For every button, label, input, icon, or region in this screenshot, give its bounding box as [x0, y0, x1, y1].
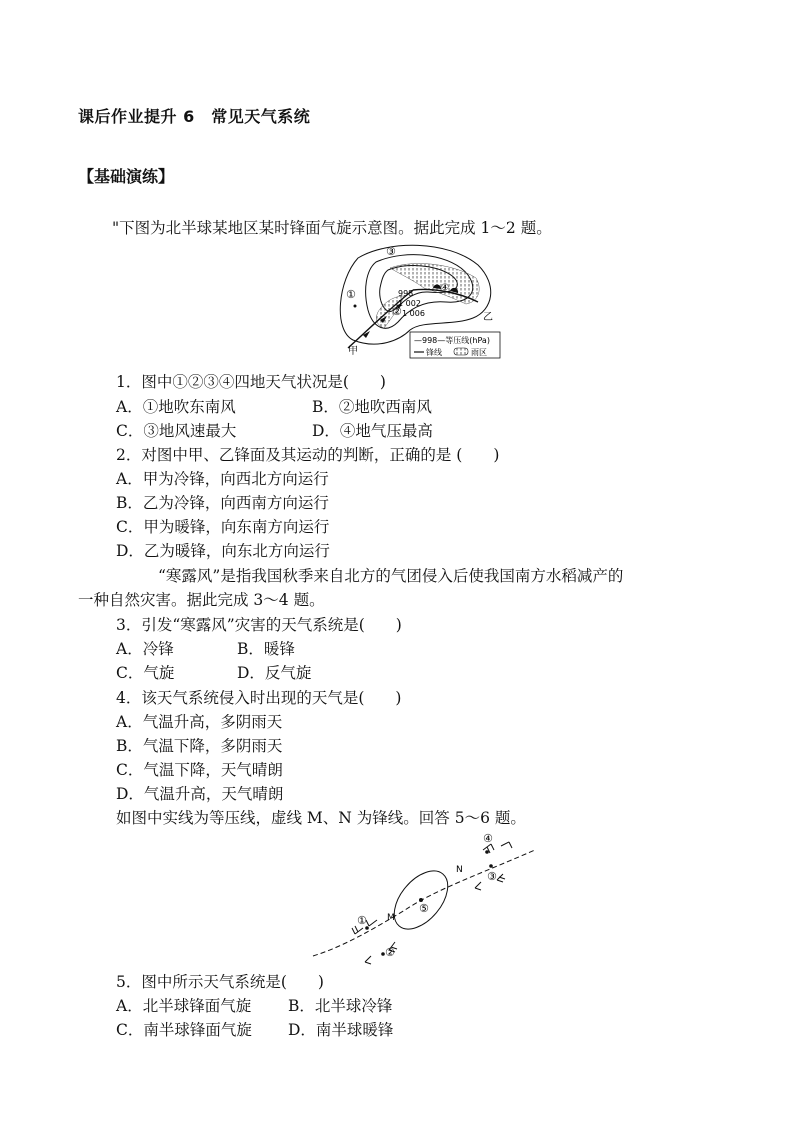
q2-option-a[interactable]: A．甲为冷锋，向西北方向运行	[116, 470, 329, 488]
legend-rain: 雨区	[471, 348, 487, 357]
q1-option-b[interactable]: B．②地吹西南风	[312, 398, 432, 416]
intro-text-1: "下图为北半球某地区某时锋面气旋示意图。据此完成 1～2 题。	[112, 219, 552, 237]
q5-option-d[interactable]: D．南半球暖锋	[288, 1021, 394, 1039]
q2-option-d[interactable]: D．乙为暖锋，向东北方向运行	[116, 542, 330, 560]
q1-stem: 1．图中①②③④四地天气状况是( )	[116, 373, 386, 391]
q2-option-c[interactable]: C．甲为暖锋，向东南方向运行	[116, 518, 330, 536]
q4-stem: 4．该天气系统侵入时出现的天气是( )	[116, 689, 402, 707]
q2-option-b[interactable]: B．乙为冷锋，向西南方向运行	[116, 494, 329, 512]
q3-option-c[interactable]: C．气旋	[116, 664, 175, 682]
q5-option-c[interactable]: C．南半球锋面气旋	[116, 1021, 252, 1039]
q1-option-c[interactable]: C．③地风速最大	[116, 422, 237, 440]
section-heading: 【基础演练】	[78, 167, 175, 186]
legend-isobar: —998—等压线(hPa)	[414, 336, 490, 345]
fig2-label-4: ④	[483, 832, 493, 845]
intro-text-2-line2: 一种自然灾害。据此完成 3～4 题。	[78, 591, 325, 609]
point-label-2: ②	[392, 305, 402, 318]
fig2-label-5: ⑤	[419, 902, 429, 915]
q4-option-a[interactable]: A．气温升高，多阴雨天	[116, 713, 283, 731]
page-title: 课后作业提升 6 常见天气系统	[78, 107, 311, 126]
q2-stem: 2．对图中甲、乙锋面及其运动的判断，正确的是 ( )	[116, 446, 500, 464]
q3-option-a[interactable]: A．冷锋	[116, 640, 174, 658]
intro-text-2-line1: “寒露风”是指我国秋季来自北方的气团侵入后使我国南方水稻减产的	[158, 567, 624, 585]
intro-text-3: 如图中实线为等压线，虚线 M、N 为锋线。回答 5～6 题。	[116, 809, 526, 827]
isobar-label-1002: 1 002	[398, 299, 421, 308]
fig2-label-N: N	[456, 865, 463, 875]
isobar-label-1006: 1 006	[402, 309, 425, 318]
q5-option-b[interactable]: B．北半球冷锋	[288, 997, 393, 1015]
q4-option-b[interactable]: B．气温下降，多阴雨天	[116, 737, 283, 755]
isobar-label-998: 998	[398, 289, 414, 298]
frontal-cyclone-figure	[328, 240, 508, 360]
q4-option-d[interactable]: D．气温升高，天气晴朗	[116, 785, 284, 803]
front-isobar-figure	[305, 828, 545, 968]
legend-front: 锋线	[426, 348, 442, 357]
q1-option-d[interactable]: D．④地气压最高	[312, 422, 433, 440]
fig2-label-3: ③	[487, 870, 497, 883]
fig2-label-1: ①	[357, 914, 367, 927]
q5-option-a[interactable]: A．北半球锋面气旋	[116, 997, 252, 1015]
point-label-1: ①	[346, 288, 356, 301]
front-label-jia: 甲	[348, 346, 358, 357]
q3-stem: 3．引发“寒露风”灾害的天气系统是( )	[116, 616, 402, 634]
point-label-4: ④	[441, 283, 450, 293]
q1-option-a[interactable]: A．①地吹东南风	[116, 398, 236, 416]
point-label-3: ③	[386, 245, 396, 258]
q3-option-b[interactable]: B．暖锋	[237, 640, 295, 658]
fig2-label-2: ②	[385, 946, 395, 959]
q5-stem: 5．图中所示天气系统是( )	[116, 973, 324, 991]
q4-option-c[interactable]: C．气温下降，天气晴朗	[116, 761, 283, 779]
fig2-label-M: M	[387, 913, 395, 923]
q3-option-d[interactable]: D．反气旋	[237, 664, 312, 682]
front-label-yi: 乙	[483, 312, 493, 323]
